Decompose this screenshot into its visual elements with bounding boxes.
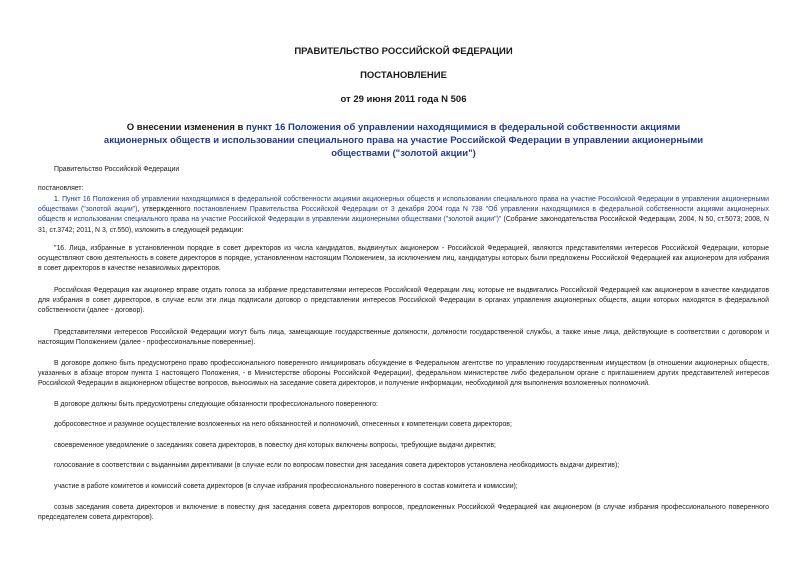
government-heading: ПРАВИТЕЛЬСТВО РОССИЙСКОЙ ФЕДЕРАЦИИ: [294, 46, 513, 57]
title-text: О внесении изменения в: [126, 122, 247, 133]
document-date-number: от 29 июня 2011 года N 506: [340, 94, 467, 105]
duty-item-2: своевременное уведомление о заседаниях совета директоров, в повестку дня которых включены вопросы, требующие выдачи директив;: [54, 442, 496, 449]
item-1-mid: , утвержденного: [137, 206, 194, 214]
document-title: [95, 121, 712, 160]
duty-item-1: добросовестное и разумное осуществление возложенных на него обязанностей и полномочий, отнесенных к компетенции совета директоров;: [54, 421, 512, 428]
item-1-link-decree[interactable]: постановлением Правительства Российской Федерации от 3 декабря 2004 года N 738 "Об управлении находящимися в федеральной собственности акциями акционерных обществ и использовании специального права на участие Российской Федерации в управлении акционерными обществами ("золотой акции")": [38, 206, 769, 224]
item-1-paragraph: [38, 195, 769, 236]
title-link[interactable]: пункт 16 Положения об управлении находящимися в федеральной собственности акциями акционерных обществ и использовании специального права на участие Российской Федерации в управлении акционерными обществами ("золотой акции"): [103, 122, 704, 159]
paragraph-contract: В договоре должно быть предусмотрено право профессионального поверенного инициировать обсуждение в Федеральном агентстве по управлению государственным имуществом (в отношении акционерных обществ, указанных в абзаце втором пункта 1 настоящего Положения, - в Министерстве обороны Российской Федерации), федеральном министерстве либо федеральном органе с приглашением других представителей интересов Российской Федерации в акционерном обществе вопросов, выносимых на заседание совета директоров, и получение информации, необходимой для выполнения возложенных полномочий.: [38, 360, 769, 388]
item-1-link-clause[interactable]: Пункт 16 Положения об управлении находящимися в федеральной собственности акциями акционерных обществ и использовании специального права на участие Российской Федерации в управлении акционерными обществами ("золотой акции"): [38, 196, 769, 214]
paragraph-representatives: Представителями интересов Российской Федерации могут быть лица, замещающие государственные должности, должности государственной службы, а также иные лица, действующие в соответствии с договором и настоящим Положением (далее - профессиональные поверенные).: [38, 329, 769, 347]
paragraph-rf-shareholder: Российская Федерация как акционер вправе отдать голоса за избрание представителями интересов Российской Федерации лиц, которые не выдвигались Российской Федерацией как акционером в качестве кандидатов для избрания в совет директоров, в случае если эти лица подписали договор о представлении интересов Российской Федерации в органах управления акционерных обществ, акции которых находятся в федеральной собственности (далее - договор).: [38, 287, 769, 315]
duty-item-4: участие в работе комитетов и комиссий совета директоров (в случае избрания профессионального поверенного в состав комитета и комиссии);: [54, 483, 518, 490]
paragraph-duties: В договоре должны быть предусмотрены следующие обязанности профессионального поверенного:: [54, 401, 378, 408]
government-line: Правительство Российской Федерации: [54, 166, 180, 173]
item-1-prefix: 1.: [54, 196, 63, 203]
duty-item-5: созыв заседания совета директоров и включение в повестку дня заседания совета директоров вопросов, предложенных Российской Федерацией как акционером (в случае избрания профессионального поверенного председателем совета директоров).: [38, 504, 769, 522]
item-1-suffix: (Собрание законодательства Российской Федерации, 2004, N 50, ст.5073; 2008, N 31, ст.3742; 2011, N 3, ст.550), изложить в следующей редакции:: [38, 216, 769, 234]
paragraph-16: "16. Лица, избранные в установленном порядке в совет директоров из числа кандидатов, выдвинутых акционером - Российской Федерацией, являются представителями интересов Российской Федерации, которые осуществляют свою деятельность в совете директоров в порядке, установленном настоящим Положением, за исключением лиц, кандидатуры которых были предложены Российской Федерацией как акционером для избрания в совет директоров в качестве независимых директоров.: [38, 245, 769, 273]
decrees-line: постановляет:: [38, 185, 84, 192]
document-type: ПОСТАНОВЛЕНИЕ: [360, 70, 447, 81]
duty-item-3: голосование в соответствии с выданными директивами (в случае если по вопросам повестки дня заседания совета директоров установлена необходимость выдачи директив);: [54, 462, 620, 469]
